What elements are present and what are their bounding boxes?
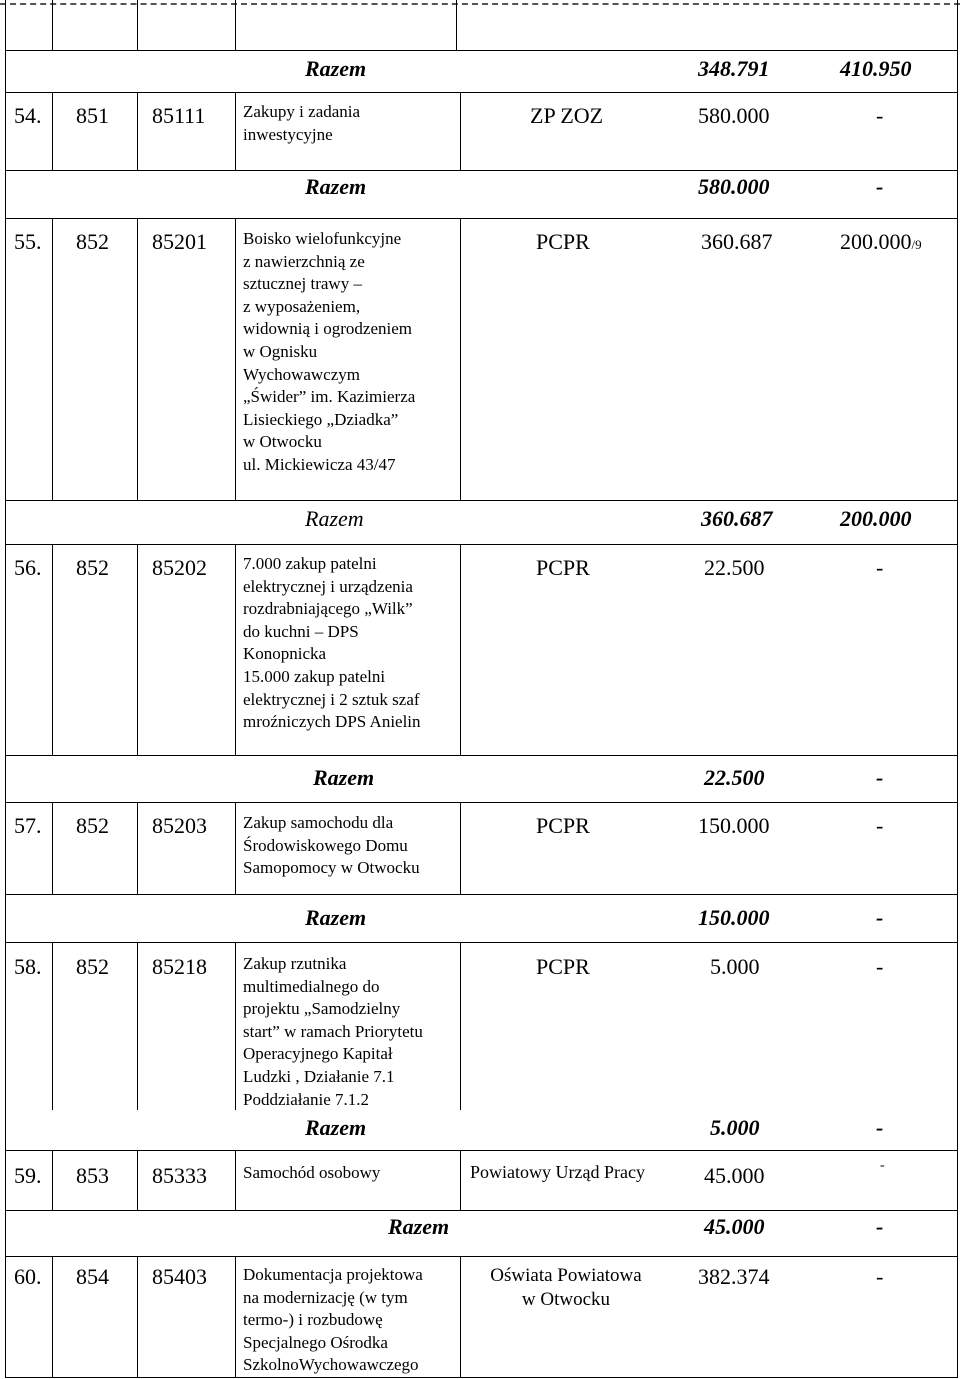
row-dzial: 852 [76,555,109,580]
total-label: Razem [305,174,367,199]
total-amount-b: - [876,1115,884,1140]
row-dzial: 852 [76,813,109,838]
row-amount-a: 45.000 [704,1163,765,1188]
row-description: Zakupy i zadania inwestycyjne [243,102,361,144]
row-unit: PCPR [536,229,590,254]
total-amount-a: 45.000 [704,1214,765,1239]
total-label: Razem [305,56,367,81]
row-amount-a: 150.000 [698,813,770,838]
total-label: Razem [313,765,375,790]
row-rozdzial: 85203 [152,813,207,838]
row-rozdzial: 85333 [152,1163,207,1188]
total-amount-a: 580.000 [698,174,770,199]
row-rozdzial: 85111 [152,103,206,128]
row-number: 58. [14,954,42,979]
total-amount-b: - [876,174,884,199]
row-amount-b: - [876,813,884,838]
total-amount-b: 200.000 [840,506,912,531]
row-unit: Powiatowy Urząd Pracy [470,1162,645,1182]
row-amount-b: - [876,954,884,979]
row-number: 55. [14,229,42,254]
row-amount-b: 200.000/9 [840,229,922,254]
total-amount-b: - [876,905,884,930]
row-amount-a: 580.000 [698,103,770,128]
row-unit: Oświata Powiatowa w Otwocku [490,1265,642,1310]
row-number: 60. [14,1264,42,1289]
row-number: 59. [14,1163,42,1188]
row-number: 57. [14,813,42,838]
row-rozdzial: 85201 [152,229,207,254]
row-description: 7.000 zakup patelni elektrycznej i urządzenia rozdrabniającego „Wilk” do kuchni – DPS Konopnicka 15.000 zakup patelni elektrycznej i 2 sztuk szaf mroźniczych DPS Anielin [243,554,421,732]
row-dzial: 852 [76,229,109,254]
row-unit: PCPR [536,555,590,580]
row-description: Dokumentacja projektowa na modernizację (w tym termo-) i rozbudowę Specjalnego Ośrodka SzkolnoWychowawczego [243,1265,423,1375]
row-rozdzial: 85218 [152,954,207,979]
row-rozdzial: 85403 [152,1264,207,1289]
total-amount-a: 150.000 [698,905,770,930]
total-amount-a: 5.000 [710,1115,760,1140]
total-label: Razem [305,506,364,531]
row-rozdzial: 85202 [152,555,207,580]
total-amount-b: - [876,1214,884,1239]
row-dzial: 851 [76,103,109,128]
total-amount-a: 22.500 [704,765,765,790]
row-unit: ZP ZOZ [530,103,604,128]
row-unit: PCPR [536,813,590,838]
row-description: Samochód osobowy [243,1163,381,1182]
total-amount-a: 348.791 [698,56,770,81]
row-dzial: 854 [76,1264,109,1289]
row-amount-a: 5.000 [710,954,760,979]
total-amount-a: 360.687 [701,506,773,531]
page-top-dashed-border [0,3,960,5]
total-amount-b: 410.950 [840,56,912,81]
row-unit: PCPR [536,954,590,979]
row-description: Boisko wielofunkcyjne z nawierzchnią ze sztucznej trawy – z wyposażeniem, widownią i ogrodzeniem w Ognisku Wychowawczym „Świder” im. Kazimierza Lisieckiego „Dziadka” w Otwocku ul. Mickiewicza 43/47 [243,229,416,474]
row-description: Zakup samochodu dla Środowiskowego Domu Samopomocy w Otwocku [243,813,420,878]
total-amount-b: - [876,765,884,790]
row-amount-b: - [876,555,884,580]
row-description: Zakup rzutnika multimedialnego do projektu „Samodzielny start” w ramach Priorytetu Operacyjnego Kapitał Ludzki , Działanie 7.1 Poddziałanie 7.1.2 [243,954,423,1109]
row-amount-a: 360.687 [701,229,773,254]
footnote-marker: /9 [911,237,922,252]
row-amount-a: 22.500 [704,555,765,580]
total-label: Razem [388,1214,450,1239]
row-amount-b: - [880,1158,885,1173]
row-amount-b: - [876,1264,884,1289]
total-label: Razem [305,1115,367,1140]
row-number: 56. [14,555,42,580]
row-amount-a: 382.374 [698,1264,770,1289]
row-number: 54. [14,103,42,128]
row-dzial: 853 [76,1163,109,1188]
total-label: Razem [305,905,367,930]
row-amount-b: - [876,103,884,128]
row-dzial: 852 [76,954,109,979]
